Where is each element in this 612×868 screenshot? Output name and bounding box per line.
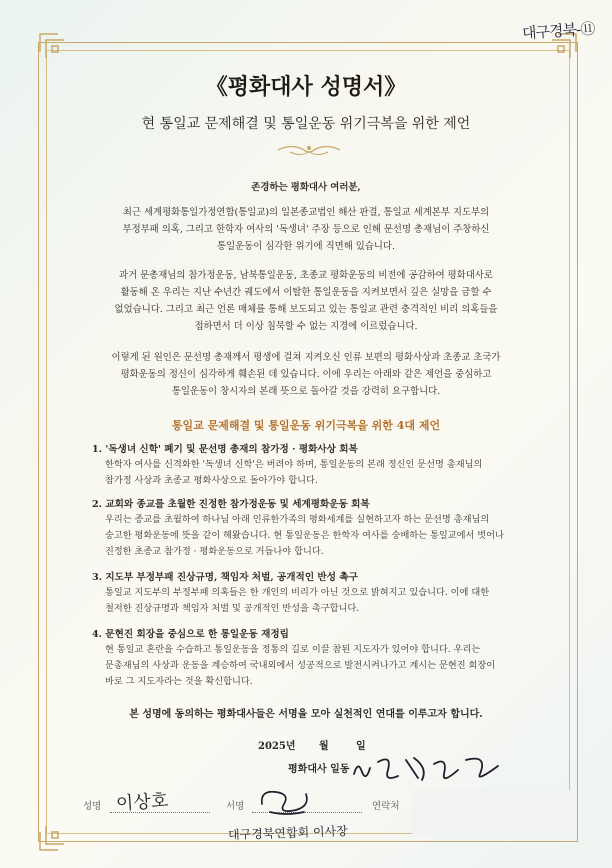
proposal-line: 문총재님의 사상과 운동을 계승하여 국내외에서 성공적으로 발전시켜나가고 계시는 문현진 회장이 (105, 660, 496, 671)
proposal-line: 철저한 진상규명과 책임자 처벌 및 공개적인 반성을 촉구합니다. (105, 603, 360, 614)
handwritten-signature-icon (348, 748, 506, 788)
section-title: 통일교 문제해결 및 통일운동 위기극복을 위한 4대 제언 (171, 419, 441, 432)
proposal-line: 진정한 초종교 참가정 · 평화운동으로 거듭나야 합니다. (105, 546, 324, 557)
proposal-line: 참가정 사상과 초종교 평화사상으로 돌아가야 합니다. (105, 475, 318, 486)
name-label: 성명 (83, 801, 102, 812)
date-year: 2025년 (258, 741, 296, 752)
proposal-line: 우리는 종교를 초월하여 하나님 아래 인류한가족의 평화세계를 실현하고자 하는 문선명 총재님의 (105, 514, 490, 525)
proposal-body (105, 642, 545, 690)
redacted-contact-area (412, 790, 577, 834)
proposal-line: 숭고한 평화운동에 뜻을 같이 해왔습니다. 현 통일운동은 한학자 여사를 숭배하는 통일교에서 벗어나 (105, 530, 504, 541)
paragraph-line: 통일운동이 심각한 위기에 직면해 있습니다. (217, 241, 395, 252)
closing-statement: 본 성명에 동의하는 평화대사들은 서명을 모아 실천적인 연대를 이루고자 합니다. (129, 709, 483, 720)
paragraph-line: 없었습니다. 그리고 최근 언론 매체를 통해 보도되고 있는 통일교 관련 충격적인 비리 의혹들을 (114, 304, 498, 315)
handwritten-name: 이상호 (115, 790, 169, 815)
paragraph-line: 부정부패 의혹, 그리고 한학자 여사의 '독생녀' 주장 등으로 인해 문선명 총재님이 주창하신 (122, 224, 490, 235)
salutation: 존경하는 평화대사 여러분, (251, 182, 361, 193)
proposal-heading: 4. 문현진 회장을 중심으로 한 통일운동 재정립 (92, 629, 289, 640)
proposal-line: 통일교 지도부의 부정부패 의혹들은 한 개인의 비리가 아닌 것으로 밝혀지고 있습니다. 이에 대한 (105, 587, 490, 598)
handwritten-affiliation: 대구경북연합회 이사장 (227, 823, 348, 843)
paragraph-2 (0, 267, 612, 335)
proposal-heading: 2. 교회와 종교를 초월한 진정한 참가정운동 및 세계평화운동 회복 (92, 499, 370, 510)
paragraph-line: 통일운동이 창시자의 본래 뜻으로 돌아갈 것을 강력히 요구합니다. (171, 386, 441, 397)
corner-ornament-icon (38, 32, 72, 66)
sign-label: 서명 (226, 801, 245, 812)
proposal-heading: 3. 지도부 부정부패 진상규명, 책임자 처벌, 공개적인 반성 촉구 (92, 572, 358, 583)
date-month: 월 (319, 741, 329, 752)
paragraph-line: 평화운동의 정신이 심각하게 훼손된 데 있습니다. 이에 우리는 아래와 같은 제언을 중심하고 (120, 369, 492, 380)
signature-scribble-icon (256, 784, 316, 818)
paragraph-line: 최근 세계평화통일가정연합(통일교)의 일본종교법인 해산 판결, 통일교 세계본부 지도부의 (122, 207, 490, 218)
page-title: 《평화대사 성명서》 (205, 75, 407, 100)
paragraph-line: 과거 문총재님의 참가정운동, 남북통일운동, 초종교 평화운동의 비전에 공감하여 평화대사로 (119, 270, 493, 281)
proposal-body (105, 585, 545, 617)
corner-ornament-icon (38, 818, 72, 852)
contact-label: 연락처 (372, 801, 400, 812)
paragraph-line: 활동해 온 우리는 지난 수년간 궤도에서 이탈한 통일운동을 지켜보면서 깊은 실망을 금할 수 (120, 287, 492, 298)
divider-ornament-icon (276, 141, 342, 159)
proposal-body (105, 457, 545, 489)
signer-line: 평화대사 일동 (288, 764, 350, 775)
paragraph-1 (0, 204, 612, 255)
proposal-line: 바로 그 지도자라는 것을 확신합니다. (105, 676, 253, 687)
proposal-line: 한학자 여사를 신격화한 '독생녀 신학'은 버려야 하며, 통일운동의 본래 정신인 문선명 총재님의 (105, 459, 483, 470)
handwritten-note: 대구경북-⑪ (521, 19, 595, 43)
paragraph-3 (0, 349, 612, 400)
paragraph-line: 이렇게 된 원인은 문선명 총재께서 평생에 걸쳐 지켜오신 인류 보편의 평화사상과 초종교 초국가 (111, 352, 501, 363)
proposal-heading: 1. '독생녀 신학' 폐기 및 문선명 총재의 참가정 · 평화사상 회복 (92, 444, 358, 455)
page-subtitle: 현 통일교 문제해결 및 통일운동 위기극복을 위한 제언 (141, 116, 471, 132)
proposal-body (105, 512, 545, 560)
paragraph-line: 접하면서 더 이상 침묵할 수 없는 지경에 이르렀습니다. (194, 321, 418, 332)
proposal-line: 현 통일교 혼란을 수습하고 통일운동을 정통의 길로 이끌 참된 지도자가 있어야 합니다. 우리는 (105, 644, 481, 655)
date-day: 일 (356, 741, 366, 752)
